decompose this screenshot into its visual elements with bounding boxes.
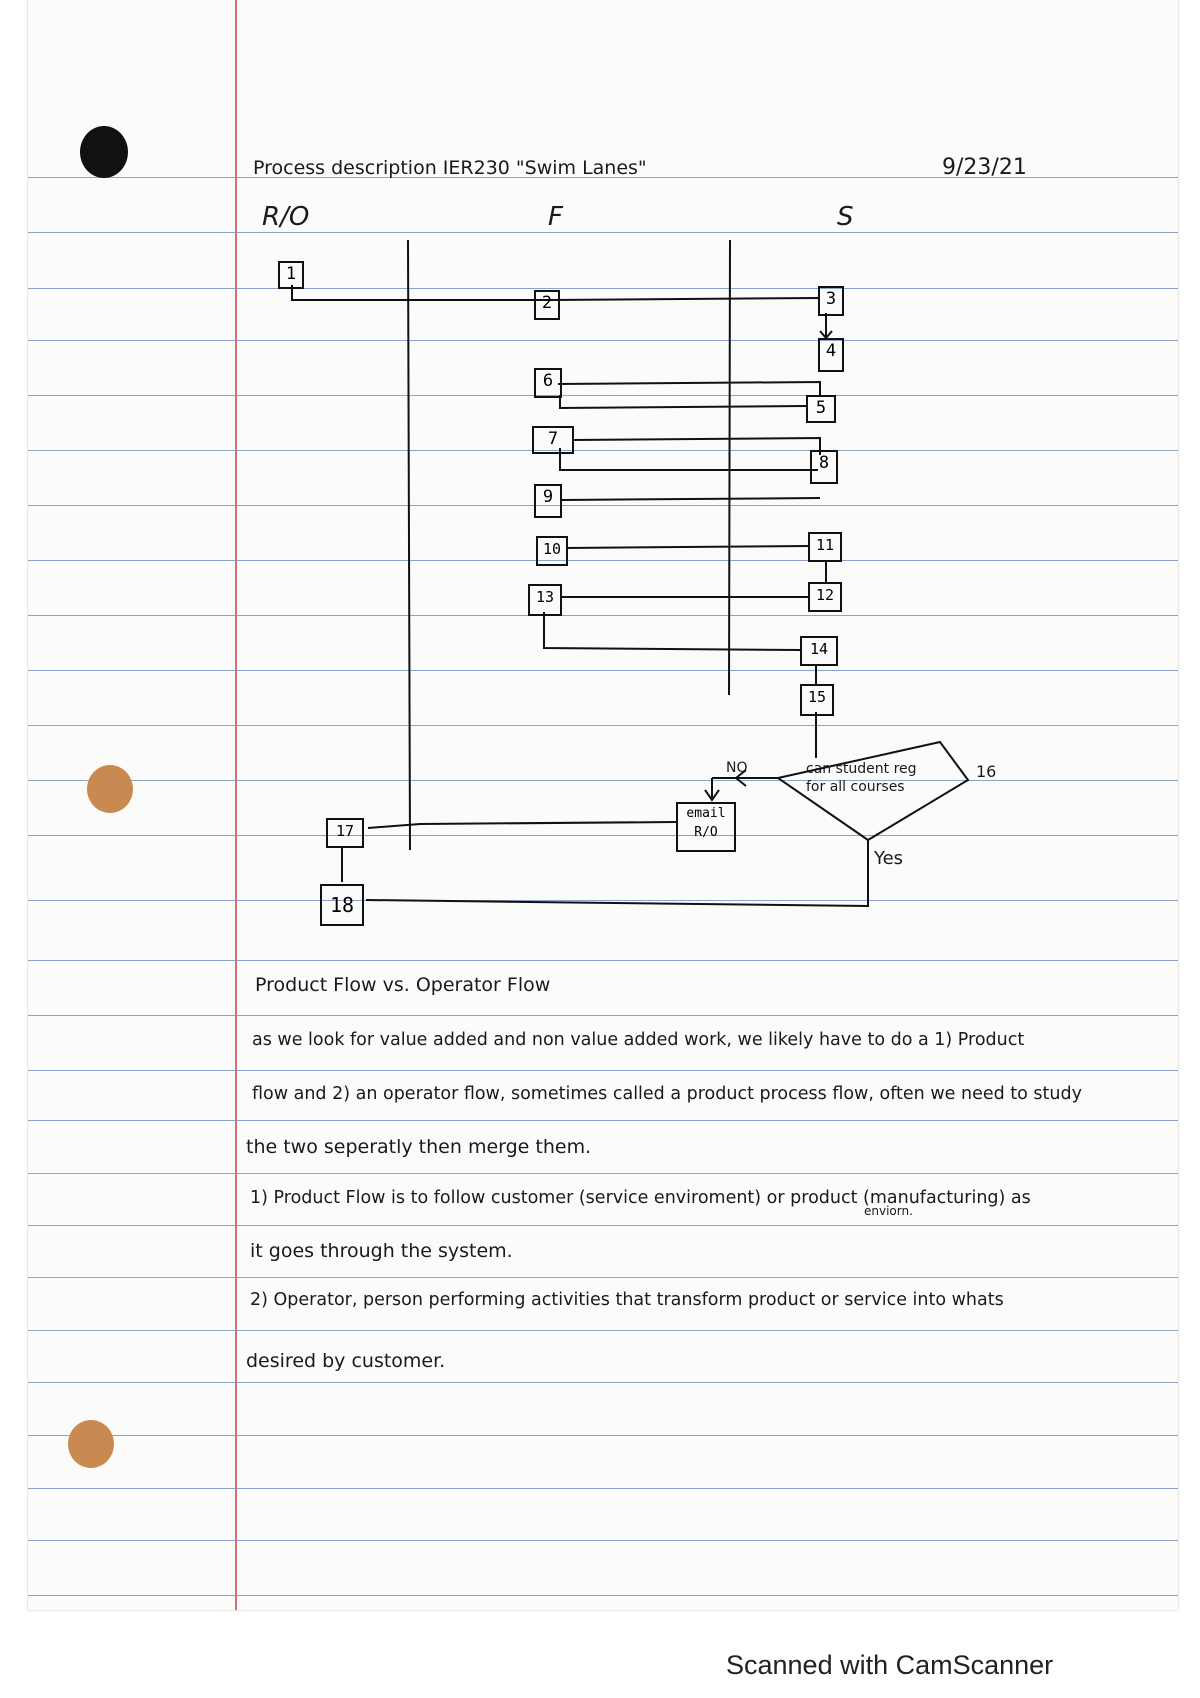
lane-label-s: S xyxy=(837,202,854,232)
step-box-8: 8 xyxy=(810,450,838,484)
step-box-12: 12 xyxy=(808,582,842,612)
connector-13-14 xyxy=(544,612,800,650)
lane-label-f: F xyxy=(548,202,563,232)
notes-line-6: 2) Operator, person performing activities that transform product or service into whats xyxy=(250,1290,1004,1310)
connector-email-17 xyxy=(368,822,676,828)
lane-divider xyxy=(408,240,410,850)
step-box-11: 11 xyxy=(808,532,842,562)
connector-6-5-b xyxy=(560,395,806,408)
step-box-15: 15 xyxy=(800,684,834,716)
connector-10-11 xyxy=(566,546,810,548)
step-box-14: 14 xyxy=(800,636,838,666)
step-box-7: 7 xyxy=(532,426,574,454)
step-box-6: 6 xyxy=(534,368,562,398)
lane-divider xyxy=(729,240,730,695)
step-box-5: 5 xyxy=(806,395,836,423)
scanner-watermark: Scanned with CamScanner xyxy=(726,1650,1054,1680)
decision-no-label: NO xyxy=(726,760,748,776)
step-box-3: 3 xyxy=(818,286,844,316)
step-box-2: 2 xyxy=(534,290,560,320)
notes-line-4-sub: enviorn. xyxy=(864,1204,913,1218)
notes-heading: Product Flow vs. Operator Flow xyxy=(255,974,551,996)
email-box-line1: email xyxy=(686,806,726,821)
step-box-1: 1 xyxy=(278,261,304,289)
step-box-10: 10 xyxy=(536,536,568,566)
notes-line-7: desired by customer. xyxy=(246,1350,446,1372)
notes-line-1: as we look for value added and non value added work, we likely have to do a 1) Product xyxy=(252,1030,1025,1050)
step-box-13: 13 xyxy=(528,584,562,616)
notes-line-2: flow and 2) an operator flow, sometimes called a product process flow, often we need to study xyxy=(252,1084,1082,1104)
email-ro-box xyxy=(676,802,736,852)
connector-9 xyxy=(562,498,820,500)
step-box-4: 4 xyxy=(818,338,844,372)
step-box-17: 17 xyxy=(326,818,364,848)
email-box-line2: R/O xyxy=(694,825,718,840)
page-date: 9/23/21 xyxy=(942,155,1027,180)
decision-number: 16 xyxy=(976,762,997,781)
connector-7-8 xyxy=(572,438,820,455)
page-title: Process description IER230 "Swim Lanes" xyxy=(253,157,647,179)
decision-text xyxy=(806,760,917,796)
connector-6-5 xyxy=(558,382,820,395)
connector-yes-18 xyxy=(366,840,868,906)
step-box-18: 18 xyxy=(320,884,364,926)
decision-line2: for all courses xyxy=(806,779,905,795)
notes-line-3: the two seperatly then merge them. xyxy=(246,1136,592,1158)
notes-line-4: 1) Product Flow is to follow customer (service enviroment) or product (manufacturing) as xyxy=(250,1188,1031,1208)
notes-line-5: it goes through the system. xyxy=(250,1240,513,1262)
lane-label-ro: R/O xyxy=(262,202,310,232)
step-box-9: 9 xyxy=(534,484,562,518)
decision-line1: can student reg xyxy=(806,761,917,777)
decision-yes-label: Yes xyxy=(874,848,904,869)
connector-7-8-b xyxy=(560,448,818,470)
